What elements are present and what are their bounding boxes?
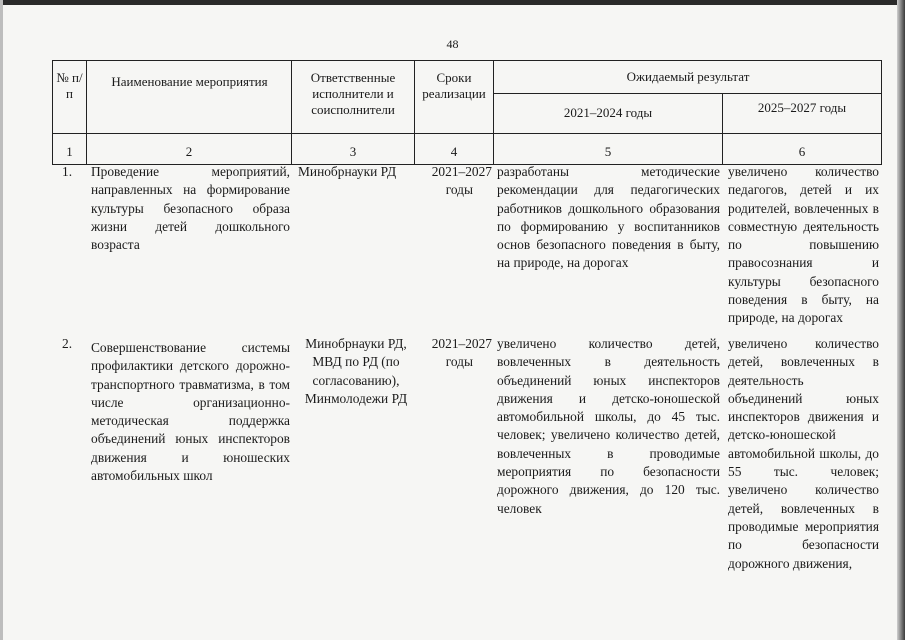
- page-edge-top: [0, 0, 905, 5]
- header-index-5: 5: [604, 144, 612, 159]
- header-result: Ожидаемый результат: [626, 69, 750, 84]
- row-result-2021-2024: увеличено количество детей, вовлеченных в деятельность объединений юных инспекторов движения и детско-юношеской автомобильной школы, до 45 тыс. человек; увеличено количество детей, вовлеченных в проводимые мероприятия по безопасности дорожного движения, до 120 тыс. человек: [497, 336, 720, 516]
- header-index-3: 3: [349, 144, 357, 159]
- row-result-2025-2027: увеличено количество педагогов, детей и их родителей, вовлеченных в совместную деятельность по повышению правосознания и культуры безопасного поведения в быту, на природе, на дорогах: [728, 164, 879, 326]
- page-edge-right: [897, 0, 905, 640]
- header-index-2: 2: [185, 144, 193, 159]
- row-result-2025-2027: увеличено количество детей, вовлеченных в деятельность объединений юных инспекторов движения и детско-юношеской автомобильной школы, до 55 тыс. человек; увеличено количество детей, вовлеченных в проводимые мероприятия по безопасности дорожного движения,: [728, 336, 879, 571]
- page-edge-left: [0, 0, 3, 640]
- row-number: 1.: [62, 164, 73, 179]
- row-number: 2.: [62, 336, 73, 351]
- header-responsible: Ответственные исполнители и соисполнители: [310, 70, 396, 117]
- row-name: Совершенствование системы профилактики детского дорожно-транспортного травматизма, в том числе организационно-методическая поддержка объединений юных инспекторов движения и юношеских автомобильных школ: [91, 340, 290, 484]
- header-index-6: 6: [798, 144, 806, 159]
- row-terms-years: 2021–2027: [431, 336, 492, 351]
- row-name: Проведение мероприятий, направленных на формирование культуры безопасного образа жизни детей дошкольного возраста: [91, 164, 290, 253]
- header-terms: Сроки реализации: [422, 70, 486, 101]
- header-index-1: 1: [66, 144, 73, 159]
- row-result-2021-2024: разработаны методические рекомендации для педагогических работников дошкольного образования по формированию у воспитанников основ безопасного поведения в быту, на природе, на дорогах: [497, 164, 720, 271]
- header-index-4: 4: [450, 144, 458, 159]
- page-number: 48: [446, 37, 459, 51]
- row-responsible: Минобрнауки РД, МВД по РД (по согласованию), Минмолодежи РД: [304, 336, 408, 406]
- table-header: [52, 60, 882, 165]
- header-name: Наименование мероприятия: [111, 74, 268, 89]
- header-num: № п/п: [56, 70, 83, 101]
- row-responsible: Минобрнауки РД: [298, 164, 397, 179]
- row-terms-years: 2021–2027: [431, 164, 492, 179]
- row-terms-word: годы: [445, 182, 473, 197]
- row-terms-word: годы: [445, 354, 473, 369]
- header-2021-2024: 2021–2024 годы: [563, 105, 653, 120]
- header-2025-2027: 2025–2027 годы: [757, 100, 847, 115]
